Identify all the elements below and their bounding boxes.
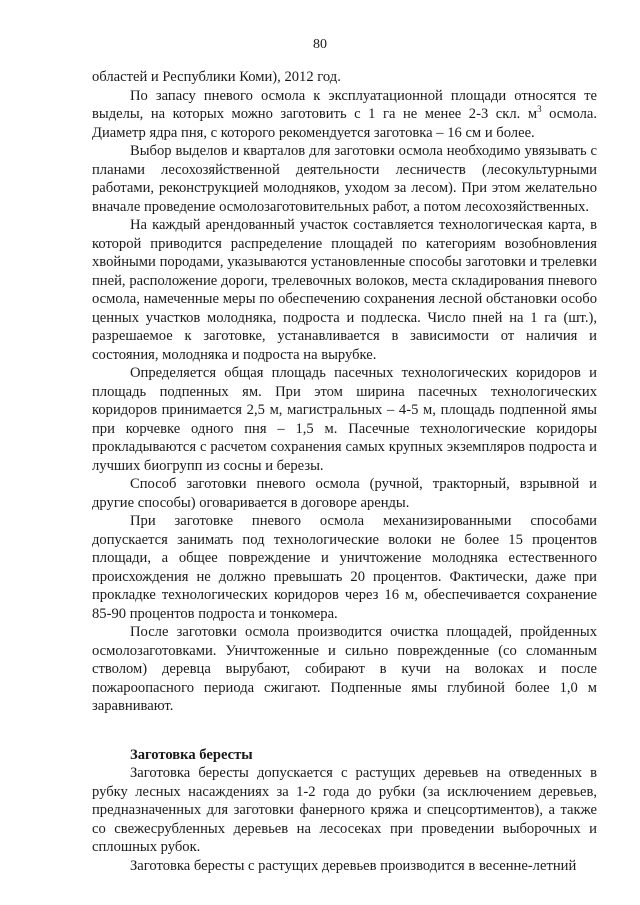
paragraph-birch-bark-season: Заготовка бересты с растущих деревьев производится в весенне-летний <box>130 857 577 874</box>
document-body <box>92 68 597 875</box>
paragraph-continuation: областей и Республики Коми), 2012 год. <box>92 69 341 85</box>
paragraph-text-tail: осмола. Диаметр ядра пня, с которого рекомендуется заготовка – 16 см и более. <box>92 106 597 141</box>
paragraph-text: По запасу пневого осмола к эксплуатационной площади относятся те выделы, на которых можно заготовить с 1 га не менее 2-3 скл. м <box>92 87 597 122</box>
page-number: 80 <box>313 37 327 52</box>
paragraph-birch-bark-allowed: Заготовка бересты допускается с растущих деревьев на отведенных в рубку лесных насаждениях за 1-2 года до рубки (за исключением деревьев, предназначенных для заготовки фанерного кряжа и спецсортиментов), а также со свежесрубленных деревьев на лесосеках при проведении выборочных и сплошных рубок. <box>92 765 597 855</box>
section-heading: Заготовка бересты <box>130 746 253 763</box>
paragraph-stump-resin-stock <box>92 87 597 143</box>
paragraph-corridors: Определяется общая площадь пасечных технологических коридоров и площадь подпенных ям. При этом ширина пасечных технологических коридоров принимается 2,5 м, магистральных – 4-5 м, площадь подпенной ямы при корчевке одного пня – 1,5 м. Пасечные технологические коридоры прокладываются с расчетом сохранения самых крупных экземпляров подроста и лучших биогрупп из сосны и березы. <box>92 365 597 474</box>
paragraph-harvest-method: Способ заготовки пневого осмола (ручной, тракторный, взрывной и другие способы) оговаривается в договоре аренды. <box>92 476 597 511</box>
paragraph-technology-map: На каждый арендованный участок составляется технологическая карта, в которой приводится распределение площадей по категориям возобновления хвойными породами, указываются установленные способы заготовки и трелевки пней, расположение дороги, трелевочных волоков, места складирования пневого осмола, намеченные меры по обеспечению сохранения лесной обстановки особо ценных участков молодняка, подроста и подлеска. Число пней на 1 га (шт.), разрешаемое к заготовке, устанавливается в зависимости от наличия и состояния, молодняка и подроста на вырубке. <box>92 217 597 363</box>
paragraph-cleanup: После заготовки осмола производится очистка площадей, пройденных осмолозаготовками. Уничтоженные и сильно поврежденные (со сломанным стволом) деревца вырубают, собирают в кучи на волоках и после пожароопасного периода сжигают. Подпенные ямы глубиной более 1,0 м заравнивают. <box>92 624 597 714</box>
paragraph-site-selection: Выбор выделов и кварталов для заготовки осмола необходимо увязывать с планами лесохозяйственной деятельности лесничеств (лесокультурными работами, реконструкцией молодняков, уходом за лесом). При этом желательно вначале проведение осмолозаготовительных работ, а потом лесохозяйственных. <box>92 143 597 215</box>
superscript: 3 <box>537 104 542 115</box>
paragraph-mechanized-limits: При заготовке пневого осмола механизированными способами допускается занимать под технологические волоки не более 15 процентов площади, а общее повреждение и уничтожение молодняка естественного происхождения не должно превышать 20 процентов. Фактически, даже при прокладке технологических коридоров через 16 м, обеспечивается сохранение 85-90 процентов подроста и тонкомера. <box>92 513 597 622</box>
